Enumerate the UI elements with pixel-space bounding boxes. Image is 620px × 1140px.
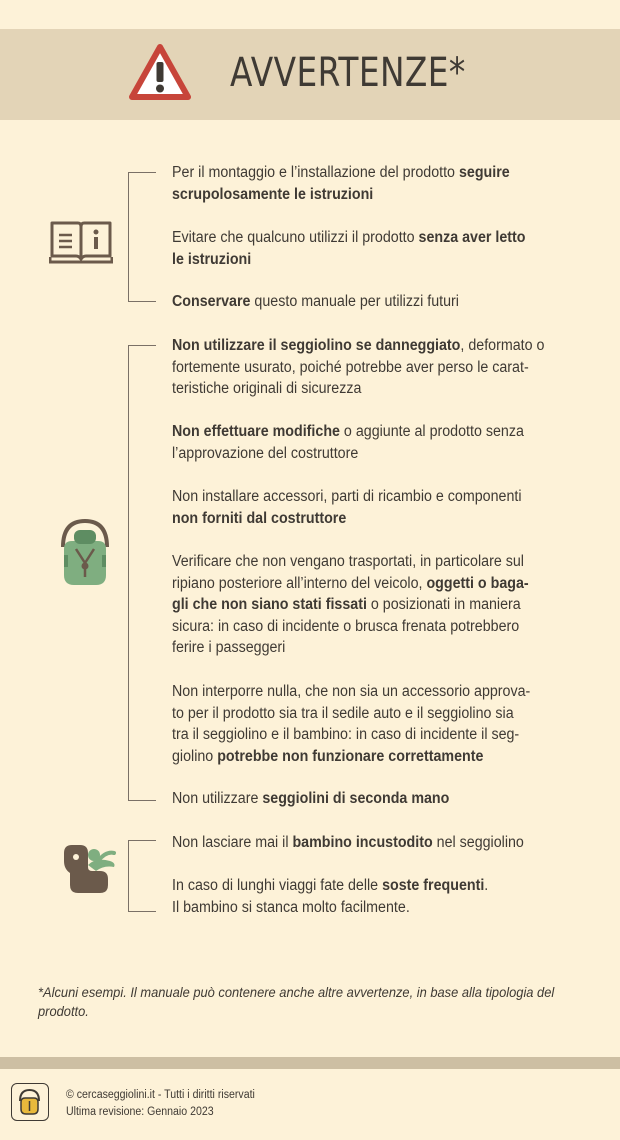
warning-item-follow-instructions: Per il montaggio e l’installazione del prodotto seguire scrupolosamente le istruzioni [172, 164, 510, 203]
warning-item-no-modifications: Non effettuare modifiche o aggiunte al prodotto senza l’approvazione del costruttore [172, 423, 524, 462]
warning-item-secure-objects: Verificare che non vengano trasportati, in particolare sul ripiano posteriore all’interno del veicolo, oggetti o baga- gli che non siano stati fissati o posizionati in maniera sicura: in caso di incidente o brusca frenata potrebbero ferire i passeggeri [172, 553, 529, 656]
footer-divider [0, 1057, 620, 1069]
warning-item-frequent-stops: In caso di lunghi viaggi fate delle soste frequenti. Il bambino si stanca molto facilmente. [172, 877, 489, 916]
revision-text: Ultima revisione: Gennaio 2023 [66, 1106, 214, 1118]
page-title: AVVERTENZE* [230, 50, 466, 96]
group-bracket-child [128, 840, 156, 912]
warning-item-second-hand: Non utilizzare seggiolini di seconda mano [172, 790, 450, 807]
warning-item-damaged-seat: Non utilizzare il seggiolino se danneggiato, deformato o fortemente usurato, poiché potrebbe aver perso le carat- teristiche originali di sicurezza [172, 337, 545, 397]
warning-item-keep-manual: Conservare questo manuale per utilizzi futuri [172, 293, 459, 310]
warning-triangle-icon [128, 43, 192, 101]
warning-item-no-interposing: Non interporre nulla, che non sia un accessorio approva- to per il prodotto sia tra il sedile auto e il seggiolino sia tra il seggiolino e il bambino: in caso di incidente il seg- giolino potrebbe non funzionare correttamente [172, 683, 531, 765]
group-bracket-car-seat [128, 345, 156, 801]
footnote: *Alcuni esempi. Il manuale può contenere anche altre avvertenze, in base alla tipologia del prodotto. [38, 984, 555, 1019]
warning-item-unattended-child: Non lasciare mai il bambino incustodito nel seggiolino [172, 834, 524, 851]
car-seat-icon [58, 517, 112, 587]
manual-book-icon [49, 219, 113, 265]
footer-info [66, 1087, 255, 1121]
warning-item-read-instructions: Evitare che qualcuno utilizzi il prodotto senza aver letto le istruzioni [172, 229, 526, 268]
copyright-text: © cercaseggiolini.it - Tutti i diritti riservati [66, 1089, 255, 1101]
group-bracket-manual [128, 172, 156, 302]
child-in-seat-icon [56, 843, 118, 895]
warning-item-no-accessories: Non installare accessori, parti di ricambio e componenti non forniti dal costruttore [172, 488, 522, 527]
car-seat-logo-icon [11, 1083, 49, 1121]
